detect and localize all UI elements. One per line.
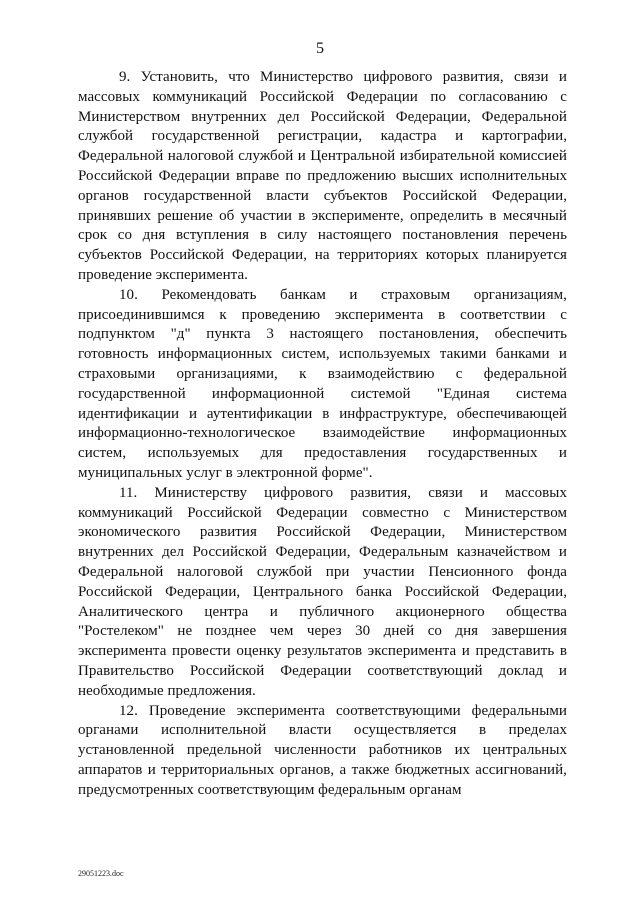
document-file-code: 29051223.doc xyxy=(78,869,124,878)
paragraph-9: 9. Установить, что Министерство цифрового развития, связи и массовых коммуникаций Российской Федерации по согласованию с Министерством внутренних дел Российской Федерации, Федеральной службой государственной регистрации, кадастра и картографии, Федеральной налоговой службой и Центральной избирательной комиссией Российской Федерации вправе по предложению высших исполнительных органов государственной власти субъектов Российской Федерации, принявших решение об участии в эксперименте, определить в месячный срок со дня вступления в силу настоящего постановления перечень субъектов Российской Федерации, на территориях которых планируется проведение эксперимента. xyxy=(78,69,567,283)
paragraph-12: 12. Проведение эксперимента соответствующими федеральными органами исполнительной власти осуществляется в пределах установленной предельной численности работников их центральных аппаратов и территориальных органов, а также бюджетных ассигнований, предусмотренных соответствующим федеральным органам xyxy=(78,702,567,798)
page-number: 5 xyxy=(316,40,324,57)
paragraph-10: 10. Рекомендовать банкам и страховым организациям, присоединившимся к проведению эксперимента в соответствии с подпунктом "д" пункта 3 настоящего постановления, обеспечить готовность информационных систем, используемых такими банками и страховыми организациями, к взаимодействию с федеральной государственной информационной системой "Единая система идентификации и аутентификации в инфраструктуре, обеспечивающей информационно-технологическое взаимодействие информационных систем, используемых для предоставления государственных и муниципальных услуг в электронной форме". xyxy=(78,286,567,481)
paragraph-11: 11. Министерству цифрового развития, связи и массовых коммуникаций Российской Федерации совместно с Министерством экономического развития Российской Федерации, Министерством внутренних дел Российской Федерации, Федеральным казначейством и Федеральной налоговой службой при участии Пенсионного фонда Российской Федерации, Центрального банка Российской Федерации, Аналитического центра и публичного акционерного общества "Ростелеком" не позднее чем через 30 дней со дня завершения эксперимента провести оценку результатов эксперимента и представить в Правительство Российской Федерации соответствующий доклад и необходимые предложения. xyxy=(78,484,567,699)
document-body xyxy=(78,68,567,800)
